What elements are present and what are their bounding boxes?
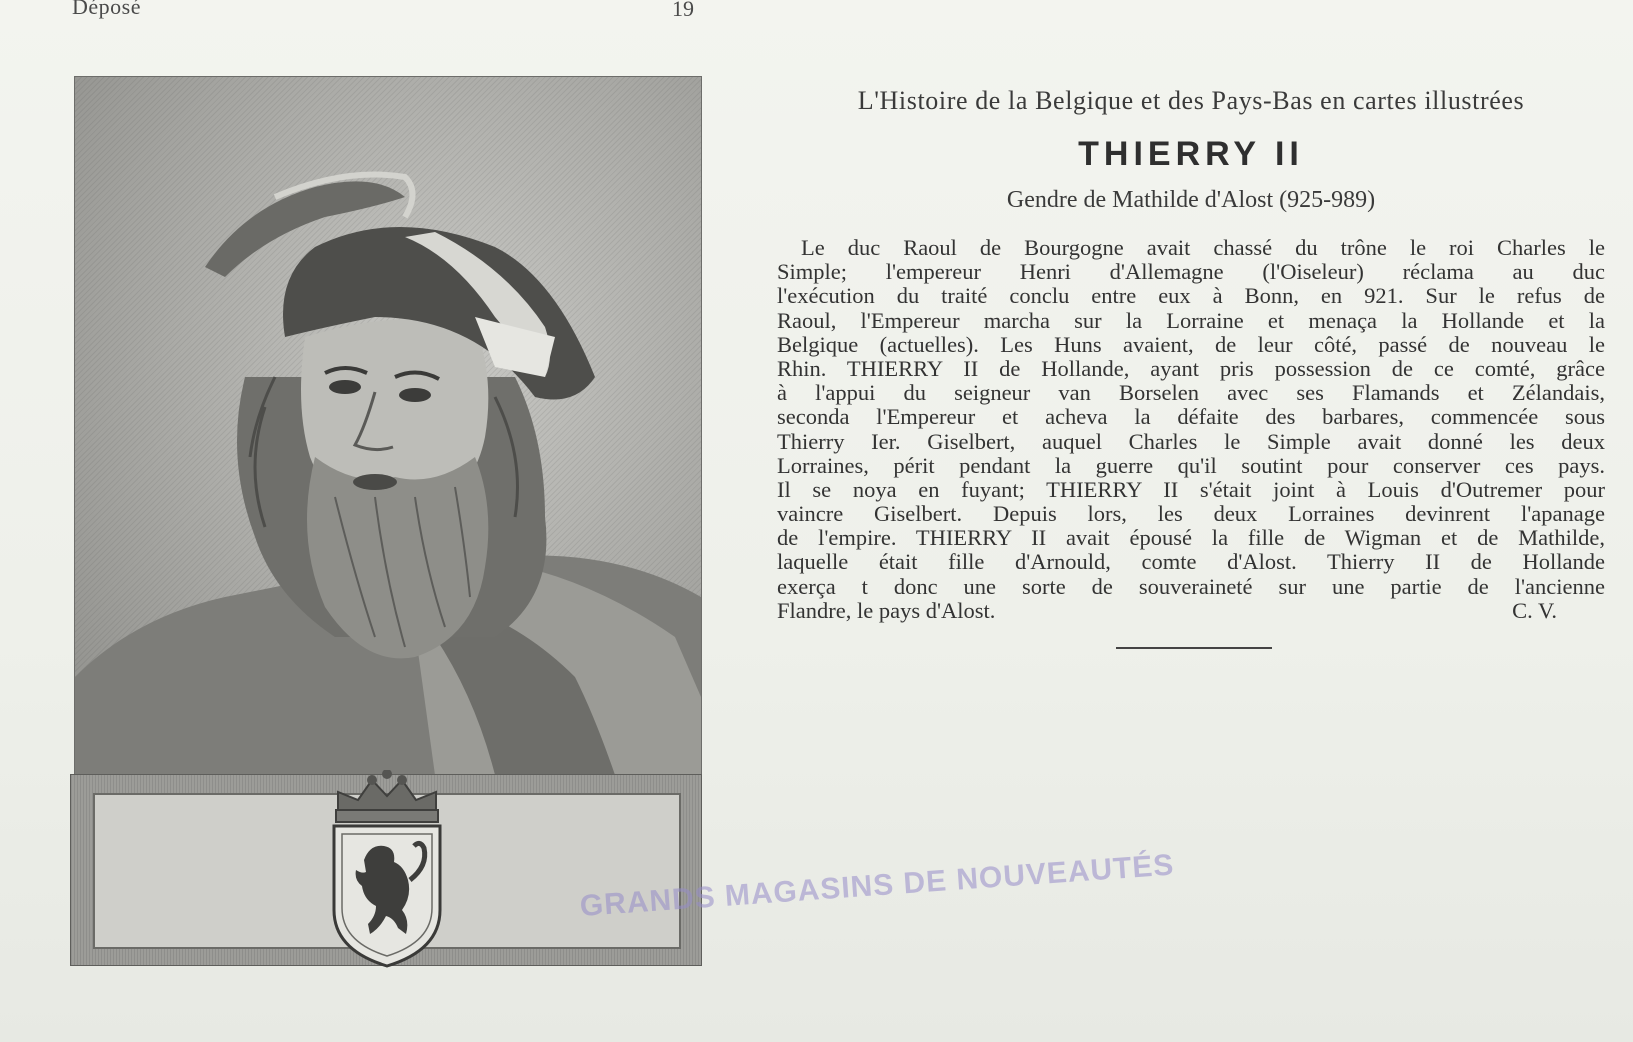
text-line: l'exécution du traité conclu entre eux à Bonn, en 921. Sur le refus de: [777, 284, 1605, 309]
text-line: Il se noya en fuyant; THIERRY II s'était joint à Louis d'Outremer pour: [777, 477, 1605, 502]
store-stamp: GRANDS MAGASINS DE NOUVEAUTÉS: [578, 848, 1176, 923]
text-line: laquelle était fille d'Arnould, comte d'Alost. Thierry II de Hollande: [777, 550, 1605, 575]
text-line: seconda l'Empereur et acheva la défaite des barbares, commencée sous: [777, 405, 1605, 430]
bearded-man-portrait-icon: [75, 77, 701, 775]
lion-shield-icon: [324, 770, 450, 970]
text-line: exerça t donc une sorte de souveraineté sur une partie de l'ancienne: [777, 574, 1605, 599]
text-line: Raoul, l'Empereur marcha sur la Lorraine et menaça la Hollande et la: [777, 308, 1605, 333]
text-line: Simple; l'empereur Henri d'Allemagne (l'Oiseleur) réclama au duc: [777, 260, 1605, 285]
page-title: THIERRY II: [1078, 135, 1304, 173]
text-line: Le duc Raoul de Bourgogne avait chassé du trône le roi Charles le: [801, 236, 1605, 260]
text-line: Rhin. THIERRY II de Hollande, ayant pris possession de ce comté, grâce: [777, 356, 1605, 381]
portrait-engraving: [74, 76, 702, 776]
series-title: L'Histoire de la Belgique et des Pays-Bas en cartes illustrées: [857, 86, 1525, 115]
text-line-end: Flandre, le pays d'Alost.: [777, 598, 996, 623]
biography-text: [777, 236, 1605, 623]
signature: C. V.: [1512, 598, 1557, 623]
subtitle: Gendre de Mathilde d'Alost (925-989): [1006, 187, 1376, 213]
coat-of-arms: [324, 770, 450, 970]
divider-rule: [1116, 647, 1272, 649]
card-number: 19: [672, 0, 694, 21]
text-line: vaincre Giselbert. Depuis lors, les deux Lorraines devinrent l'apanage: [777, 502, 1605, 527]
text-line-last: [777, 599, 1605, 623]
deposit-label: Déposé: [72, 0, 141, 19]
text-line: à l'appui du seigneur van Borselen avec ses Flamands et Zélandais,: [777, 381, 1605, 406]
text-line: Thierry Ier. Giselbert, auquel Charles le Simple avait donné les deux: [777, 429, 1605, 454]
text-line: Belgique (actuelles). Les Huns avaient, de leur côté, passé de nouveau le: [777, 332, 1605, 357]
text-line: de l'empire. THIERRY II avait épousé la fille de Wigman et de Mathilde,: [777, 526, 1605, 551]
text-line: Lorraines, périt pendant la guerre qu'il soutint pour conserver ces pays.: [777, 453, 1605, 478]
